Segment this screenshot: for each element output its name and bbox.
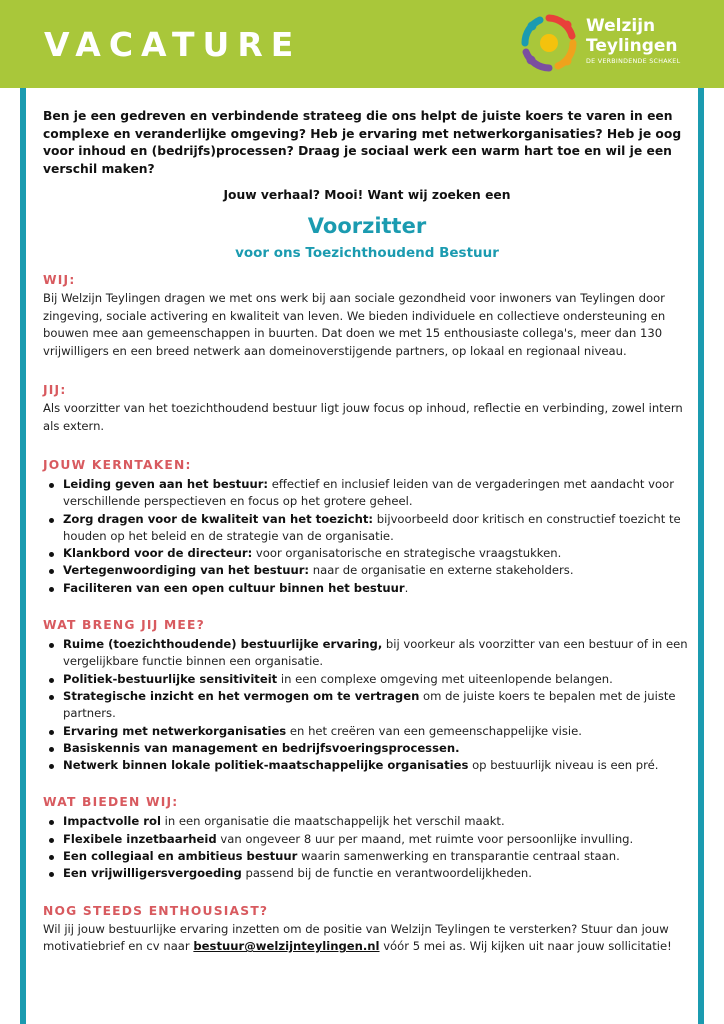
section-text-jij: Als voorzitter van het toezichthoudend bestuur ligt jouw focus op inhoud, reflectie en verbinding, zowel intern als extern. <box>43 401 683 433</box>
item-text: in een organisatie die maatschappelijk het verschil maakt. <box>160 814 505 829</box>
list-item <box>43 688 691 723</box>
section-enthousiast <box>43 903 691 956</box>
logo-tagline: DE VERBINDENDE SCHAKEL <box>586 58 681 65</box>
bullet-icon <box>49 643 54 648</box>
section-text-wij: Bij Welzijn Teylingen dragen we met ons werk bij aan sociale gezondheid voor inwoners van Teylingen door zingeving, sociale activering en kwaliteit van leven. We bieden individuele en collectieve ondersteuning en bouwen mee aan gemeenschappen in buurten. Dat doen we met 15 enthousiaste collega's, meer dan 130 vrijwilligers en een breed netwerk aan domeinoverstijgende partners, op lokaal en regionaal niveau. <box>43 291 666 358</box>
bullet-icon <box>49 872 54 877</box>
section-title-bieden: WAT BIEDEN WIJ: <box>43 795 179 810</box>
meebrengen-list <box>43 636 691 774</box>
kerntaken-list <box>43 476 691 597</box>
role-subtitle: voor ons Toezichthoudend Bestuur <box>235 245 499 261</box>
list-item <box>43 511 691 546</box>
role-title: Voorzitter <box>307 214 427 238</box>
item-text: . <box>404 580 409 595</box>
section-text-enthousiast <box>43 921 691 956</box>
item-bold: Strategische inzicht en het vermogen om te vertragen <box>63 688 420 703</box>
list-item <box>43 671 691 688</box>
item-bold: Een collegiaal en ambitieus bestuur <box>63 849 298 864</box>
item-bold: Netwerk binnen lokale politiek-maatschappelijke organisaties <box>63 758 469 773</box>
bullet-icon <box>49 820 54 825</box>
item-bold: Politiek-bestuurlijke sensitiviteit <box>63 671 278 686</box>
item-bold: Basiskennis van management en bedrijfsvoeringsprocessen. <box>63 740 460 755</box>
list-item <box>43 723 691 740</box>
lead-line: Jouw verhaal? Mooi! Want wij zoeken een <box>223 188 511 202</box>
vacancy-content <box>43 108 691 956</box>
item-text: in een complexe omgeving met uiteenlopende belangen. <box>277 671 613 686</box>
section-kerntaken <box>43 457 691 597</box>
item-bold: Flexibele inzetbaarheid <box>63 831 217 846</box>
item-text: voor organisatorische en strategische vraagstukken. <box>252 546 562 561</box>
item-text: op bestuurlijk niveau is een pré. <box>468 758 659 773</box>
bullet-icon <box>49 518 54 523</box>
list-item <box>43 740 691 757</box>
item-text: van ongeveer 8 uur per maand, met ruimte voor persoonlijke invulling. <box>216 831 634 846</box>
cta-text-before: Wil jij jouw bestuurlijke ervaring inzetten om de positie van Welzijn Teylingen te versterken? Stuur dan jouw motivatiebrief en cv naar <box>43 921 669 954</box>
item-bold: Klankbord voor de directeur: <box>63 546 253 561</box>
item-bold: Impactvolle rol <box>63 814 161 829</box>
bullet-icon <box>49 855 54 860</box>
email-link[interactable]: bestuur@welzijnteylingen.nl <box>193 939 380 954</box>
list-item <box>43 831 691 848</box>
page-title: VACATURE <box>44 25 302 64</box>
welzijn-teylingen-logo <box>518 12 688 76</box>
section-title-enthousiast: NOG STEEDS ENTHOUSIAST? <box>43 903 269 918</box>
item-text: effectief en inclusief leiden van de vergaderingen met aandacht voor verschillende perspectieven en focus op het grotere geheel. <box>63 477 674 509</box>
list-item <box>43 813 691 830</box>
bieden-list <box>43 813 691 882</box>
item-text: waarin samenwerking en transparantie centraal staan. <box>297 849 620 864</box>
item-text: bijvoorbeeld door kritisch en constructief toezicht te houden op het beleid en de strategie van de organisatie. <box>63 511 681 543</box>
list-item <box>43 476 691 511</box>
list-item <box>43 865 691 882</box>
bullet-icon <box>49 764 54 769</box>
section-title-wij: WIJ: <box>43 273 76 287</box>
section-title-meebrengen: WAT BRENG JIJ MEE? <box>43 618 205 633</box>
section-bieden <box>43 794 691 882</box>
item-bold: Zorg dragen voor de kwaliteit van het toezicht: <box>63 511 374 526</box>
item-bold: Ruime (toezichthoudende) bestuurlijke ervaring, <box>63 637 383 652</box>
item-text: passend bij de functie en verantwoordelijkheden. <box>241 866 532 881</box>
bullet-icon <box>49 587 54 592</box>
item-text: en het creëren van een gemeenschappelijke visie. <box>286 723 582 738</box>
cta-text-after: vóór 5 mei as. Wij kijken uit naar jouw sollicitatie! <box>379 939 672 954</box>
item-bold: Faciliteren van een open cultuur binnen het bestuur <box>63 580 405 595</box>
bullet-icon <box>49 483 54 488</box>
bullet-icon <box>49 552 54 557</box>
item-text: naar de organisatie en externe stakeholders. <box>309 563 574 578</box>
item-bold: Vertegenwoordiging van het bestuur: <box>63 563 310 578</box>
item-text: om de juiste koers te bepalen met de juiste partners. <box>63 688 676 721</box>
section-title-kerntaken: JOUW KERNTAKEN: <box>43 458 192 472</box>
logo-line-1: Welzijn <box>586 16 656 36</box>
section-wij <box>43 272 691 360</box>
item-bold: Een vrijwilligersvergoeding <box>63 866 242 881</box>
bullet-icon <box>49 730 54 735</box>
bullet-icon <box>49 695 54 700</box>
people-circle-logo-icon <box>518 12 580 74</box>
list-item <box>43 848 691 865</box>
bullet-icon <box>49 569 54 574</box>
section-jij <box>43 382 691 435</box>
header-bar <box>0 0 724 88</box>
list-item <box>43 580 691 597</box>
bullet-icon <box>49 678 54 683</box>
section-meebrengen <box>43 617 691 774</box>
intro-paragraph: Ben je een gedreven en verbindende strateeg die ons helpt de juiste koers te varen in een complexe en veranderlijke omgeving? Heb je ervaring met netwerkorganisaties? Heb je oog voor inhoud en (bedrijfs)processen? Draag je sociaal werk een warm hart toe en wil je een verschil maken? <box>43 109 682 176</box>
item-bold: Leiding geven aan het bestuur: <box>63 477 269 491</box>
list-item <box>43 545 691 562</box>
item-bold: Ervaring met netwerkorganisaties <box>63 723 287 738</box>
list-item <box>43 757 691 774</box>
list-item <box>43 562 691 579</box>
item-text: bij voorkeur als voorzitter van een bestuur of in een vergelijkbare functie binnen een organisatie. <box>63 637 688 669</box>
list-item <box>43 636 691 671</box>
section-title-jij: JIJ: <box>43 383 67 397</box>
logo-line-2: Teylingen <box>586 36 678 56</box>
bullet-icon <box>49 838 54 843</box>
bullet-icon <box>49 747 54 752</box>
